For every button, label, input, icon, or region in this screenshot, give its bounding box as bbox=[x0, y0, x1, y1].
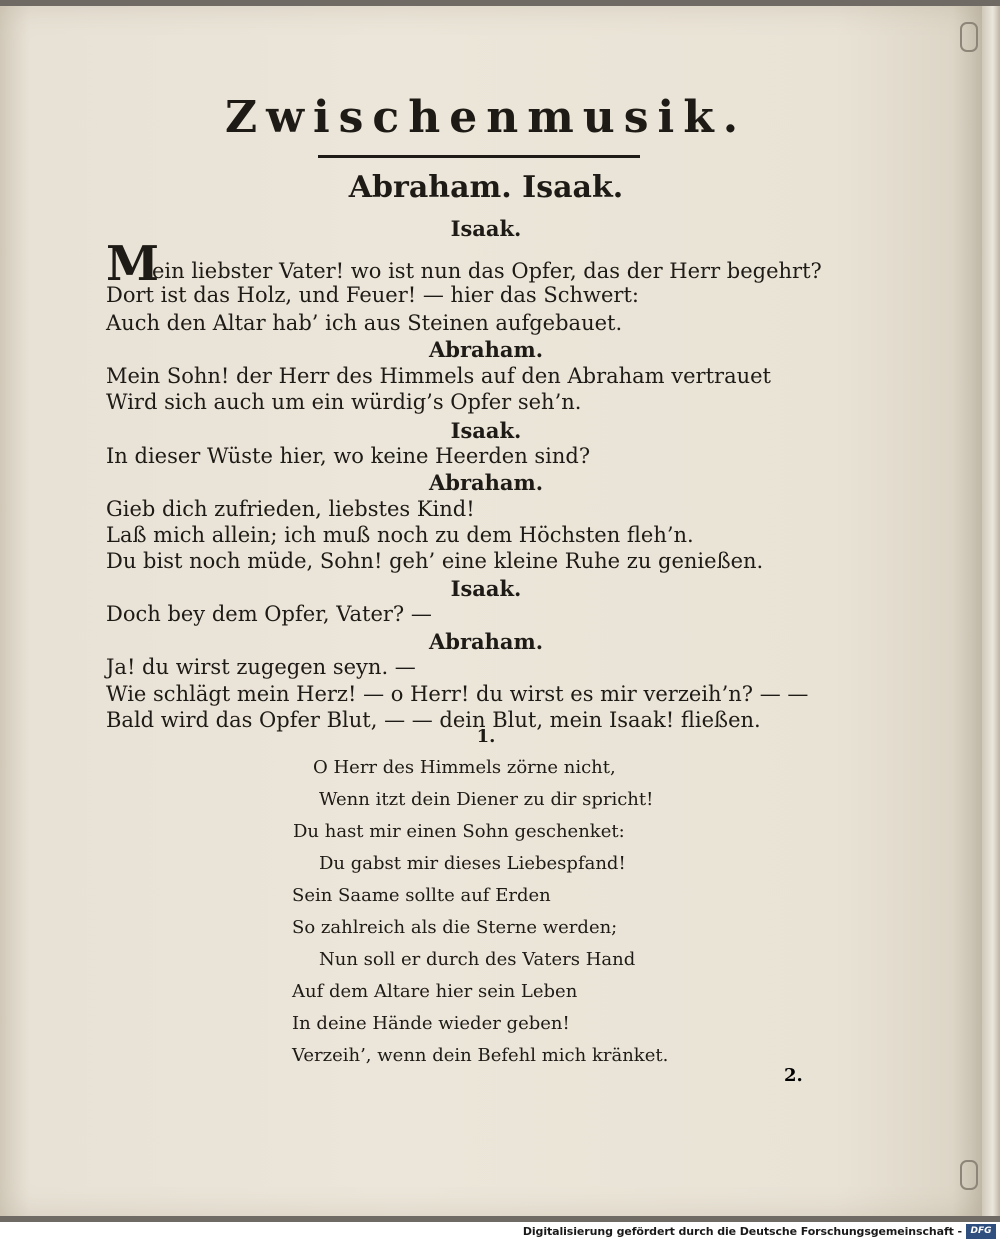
speaker-label: Isaak. bbox=[450, 576, 522, 601]
recitative-line: Du bist noch müde, Sohn! geh’ eine kleine Ruhe zu genießen. bbox=[106, 549, 764, 573]
recitative-line: Wie schlägt mein Herz! — o Herr! du wirst es mir verzeih’n? — — bbox=[106, 682, 809, 706]
speaker-label: Isaak. bbox=[450, 216, 522, 241]
recitative-line: Doch bey dem Opfer, Vater? — bbox=[106, 602, 432, 626]
speaker-label: Abraham. bbox=[428, 337, 544, 362]
binder-clip-top bbox=[960, 22, 978, 52]
recitative-line: Gieb dich zufrieden, liebstes Kind! bbox=[106, 497, 475, 521]
recitative-line: ein liebster Vater! wo ist nun das Opfer, das der Herr begehrt? bbox=[152, 259, 822, 283]
speaker-label: Abraham. bbox=[428, 629, 544, 654]
verse-line: O Herr des Himmels zörne nicht, bbox=[313, 757, 616, 778]
speaker-label: Isaak. bbox=[450, 418, 522, 443]
dfg-credit: Digitalisierung gefördert durch die Deutsche Forschungsgemeinschaft - bbox=[522, 1225, 962, 1238]
dramatis-personae: Abraham. Isaak. bbox=[348, 170, 624, 205]
recitative-line: Dort ist das Holz, und Feuer! — hier das Schwert: bbox=[106, 283, 639, 307]
binder-clip-bottom bbox=[960, 1160, 978, 1190]
verse-line: Wenn itzt dein Diener zu dir spricht! bbox=[319, 789, 654, 810]
recitative-line: Auch den Altar hab’ ich aus Steinen aufgebauet. bbox=[106, 311, 623, 335]
recitative-line: Bald wird das Opfer Blut, — — dein Blut, mein Isaak! fließen. bbox=[106, 708, 761, 732]
digitization-footer bbox=[0, 1222, 1000, 1243]
verse-line: Sein Saame sollte auf Erden bbox=[292, 885, 551, 906]
verse-line: Du gabst mir dieses Liebespfand! bbox=[319, 853, 626, 874]
recitative-line: Mein Sohn! der Herr des Himmels auf den Abraham vertrauet bbox=[106, 364, 771, 388]
dfg-logo: DFG bbox=[966, 1224, 996, 1239]
catchword: 2. bbox=[784, 1065, 803, 1086]
speaker-label: Abraham. bbox=[428, 470, 544, 495]
recitative-line: Ja! du wirst zugegen seyn. — bbox=[106, 655, 416, 679]
verse-line: Auf dem Altare hier sein Leben bbox=[292, 981, 578, 1002]
verse-line: Verzeih’, wenn dein Befehl mich kränket. bbox=[292, 1045, 669, 1066]
verse-line: So zahlreich als die Sterne werden; bbox=[292, 917, 618, 938]
verse-line: In deine Hände wieder geben! bbox=[292, 1013, 570, 1034]
verse-line: Nun soll er durch des Vaters Hand bbox=[319, 949, 636, 970]
page-edge bbox=[982, 6, 1000, 1216]
drop-capital: M bbox=[106, 236, 160, 292]
stanza-number: 1. bbox=[476, 726, 496, 747]
verse-line: Du hast mir einen Sohn geschenket: bbox=[293, 821, 625, 842]
recitative-line: Laß mich allein; ich muß noch zu dem Höchsten fleh’n. bbox=[106, 523, 694, 547]
recitative-line: Wird sich auch um ein würdig’s Opfer seh’n. bbox=[106, 390, 582, 414]
page-title: Zwischenmusik. bbox=[224, 92, 748, 143]
title-rule bbox=[318, 155, 640, 158]
recitative-line: In dieser Wüste hier, wo keine Heerden sind? bbox=[106, 444, 591, 468]
